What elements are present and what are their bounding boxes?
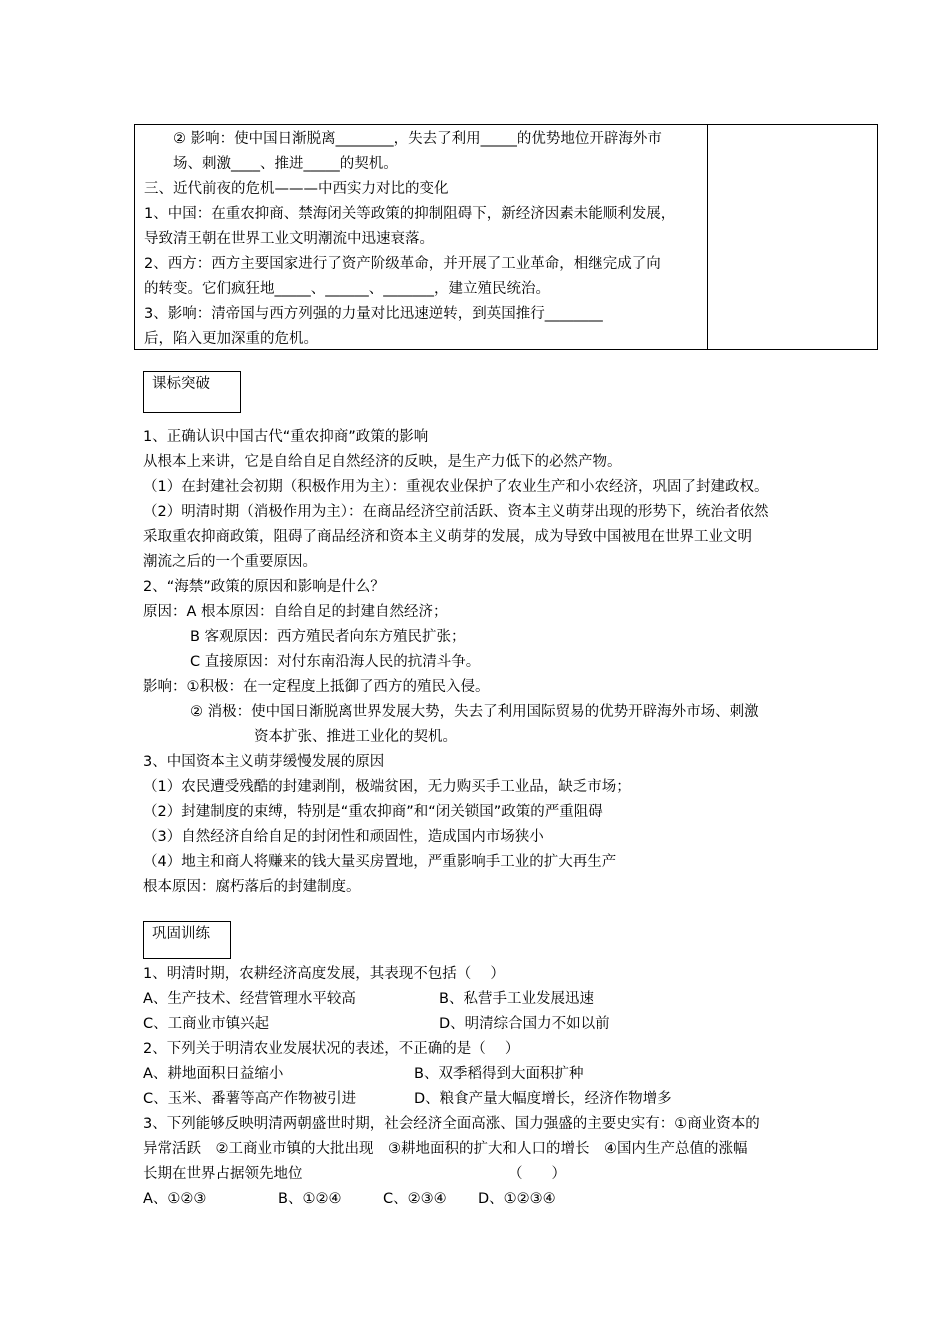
option-d: D、明清综合国力不如以前 bbox=[439, 1016, 610, 1032]
section-line: （4）地主和商人将赚来的钱大量买房置地，严重影响手工业的扩大再生产 bbox=[143, 854, 617, 870]
section-line: B 客观原因：西方殖民者向东方殖民扩张； bbox=[190, 629, 466, 645]
table-line: 导致清王朝在世界工业文明潮流中迅速衰落。 bbox=[144, 231, 434, 247]
content-table bbox=[134, 124, 878, 350]
section-line: 1、正确认识中国古代“重农抑商”政策的影响 bbox=[143, 429, 429, 445]
section-line: 潮流之后的一个重要原因。 bbox=[143, 554, 317, 570]
section-line: 采取重农抑商政策，阻碍了商品经济和资本主义萌芽的发展，成为导致中国被甩在世界工业文明 bbox=[143, 529, 752, 545]
question-stem: 异常活跃 ②工商业市镇的大批出现 ③耕地面积的扩大和人口的增长 ④国内生产总值的涨幅 bbox=[143, 1141, 748, 1157]
section-line: （1）农民遭受残酷的封建剥削，极端贫困，无力购买手工业品，缺乏市场； bbox=[143, 779, 631, 795]
option-a: A、生产技术、经营管理水平较高 bbox=[143, 991, 356, 1007]
option-c: C、②③④ bbox=[383, 1191, 447, 1207]
section-line: 影响：①积极：在一定程度上抵御了西方的殖民入侵。 bbox=[143, 679, 490, 695]
option-b: B、①②④ bbox=[278, 1191, 342, 1207]
option-c: C、工商业市镇兴起 bbox=[143, 1016, 270, 1032]
section-line: （1）在封建社会初期（积极作用为主）：重视农业保护了农业生产和小农经济，巩固了封建政权。 bbox=[143, 479, 769, 495]
section-line: 从根本上来讲，它是自给自足自然经济的反映，是生产力低下的必然产物。 bbox=[143, 454, 622, 470]
answer-paren: （ ） bbox=[508, 1166, 566, 1182]
option-d: D、粮食产量大幅度增长，经济作物增多 bbox=[414, 1091, 672, 1107]
section-line: （2）封建制度的束缚，特别是“重农抑商”和“闭关锁国”政策的严重阻碍 bbox=[143, 804, 603, 820]
section-line: 原因：A 根本原因：自给自足的封建自然经济； bbox=[143, 604, 448, 620]
section-title: 课标突破 bbox=[152, 376, 210, 392]
option-d: D、①②③④ bbox=[478, 1191, 556, 1207]
table-line: 后，陷入更加深重的危机。 bbox=[144, 331, 318, 347]
question-stem: 2、下列关于明清农业发展状况的表述，不正确的是（ ） bbox=[143, 1041, 520, 1057]
table-line: 1、中国：在重农抑商、禁海闭关等政策的抑制阻碍下，新经济因素未能顺利发展， bbox=[144, 206, 676, 222]
table-line: 3、影响：清帝国与西方列强的力量对比迅速逆转，到英国推行________ bbox=[144, 306, 603, 322]
section-title-box bbox=[143, 371, 241, 413]
section-line: ② 消极：使中国日渐脱离世界发展大势，失去了利用国际贸易的优势开辟海外市场、刺激 bbox=[190, 704, 759, 720]
section-title-box bbox=[143, 921, 231, 959]
table-line: 2、西方：西方主要国家进行了资产阶级革命，并开展了工业革命，相继完成了向 bbox=[144, 256, 661, 272]
question-stem: 1、明清时期，农耕经济高度发展，其表现不包括（ ） bbox=[143, 966, 505, 982]
table-line: 三、近代前夜的危机———中西实力对比的变化 bbox=[144, 181, 449, 197]
section-line: C 直接原因：对付东南沿海人民的抗清斗争。 bbox=[190, 654, 481, 670]
table-line: 场、刺激____、推进_____的契机。 bbox=[173, 156, 398, 172]
option-a: A、耕地面积日益缩小 bbox=[143, 1066, 284, 1082]
table-line: ② 影响：使中国日渐脱离________，失去了利用_____的优势地位开辟海外市 bbox=[173, 131, 662, 147]
option-c: C、玉米、番薯等高产作物被引进 bbox=[143, 1091, 357, 1107]
table-column-divider bbox=[707, 125, 708, 349]
section-line: （3）自然经济自给自足的封闭性和顽固性，造成国内市场狭小 bbox=[143, 829, 544, 845]
table-line: 的转变。它们疯狂地_____、______、_______，建立殖民统治。 bbox=[144, 281, 550, 297]
section-line: 根本原因：腐朽落后的封建制度。 bbox=[143, 879, 361, 895]
section-line: 资本扩张、推进工业化的契机。 bbox=[254, 729, 457, 745]
section-line: 3、中国资本主义萌芽缓慢发展的原因 bbox=[143, 754, 385, 770]
section-title: 巩固训练 bbox=[152, 926, 210, 942]
option-b: B、私营手工业发展迅速 bbox=[439, 991, 594, 1007]
section-line: （2）明清时期（消极作用为主）：在商品经济空前活跃、资本主义萌芽出现的形势下，统治者依然 bbox=[143, 504, 769, 520]
option-b: B、双季稻得到大面积扩种 bbox=[414, 1066, 584, 1082]
option-a: A、①②③ bbox=[143, 1191, 207, 1207]
question-stem: 长期在世界占据领先地位 bbox=[143, 1166, 303, 1182]
question-stem: 3、下列能够反映明清两朝盛世时期，社会经济全面高涨、国力强盛的主要史实有：①商业资本的 bbox=[143, 1116, 760, 1132]
section-line: 2、“海禁”政策的原因和影响是什么？ bbox=[143, 579, 385, 595]
